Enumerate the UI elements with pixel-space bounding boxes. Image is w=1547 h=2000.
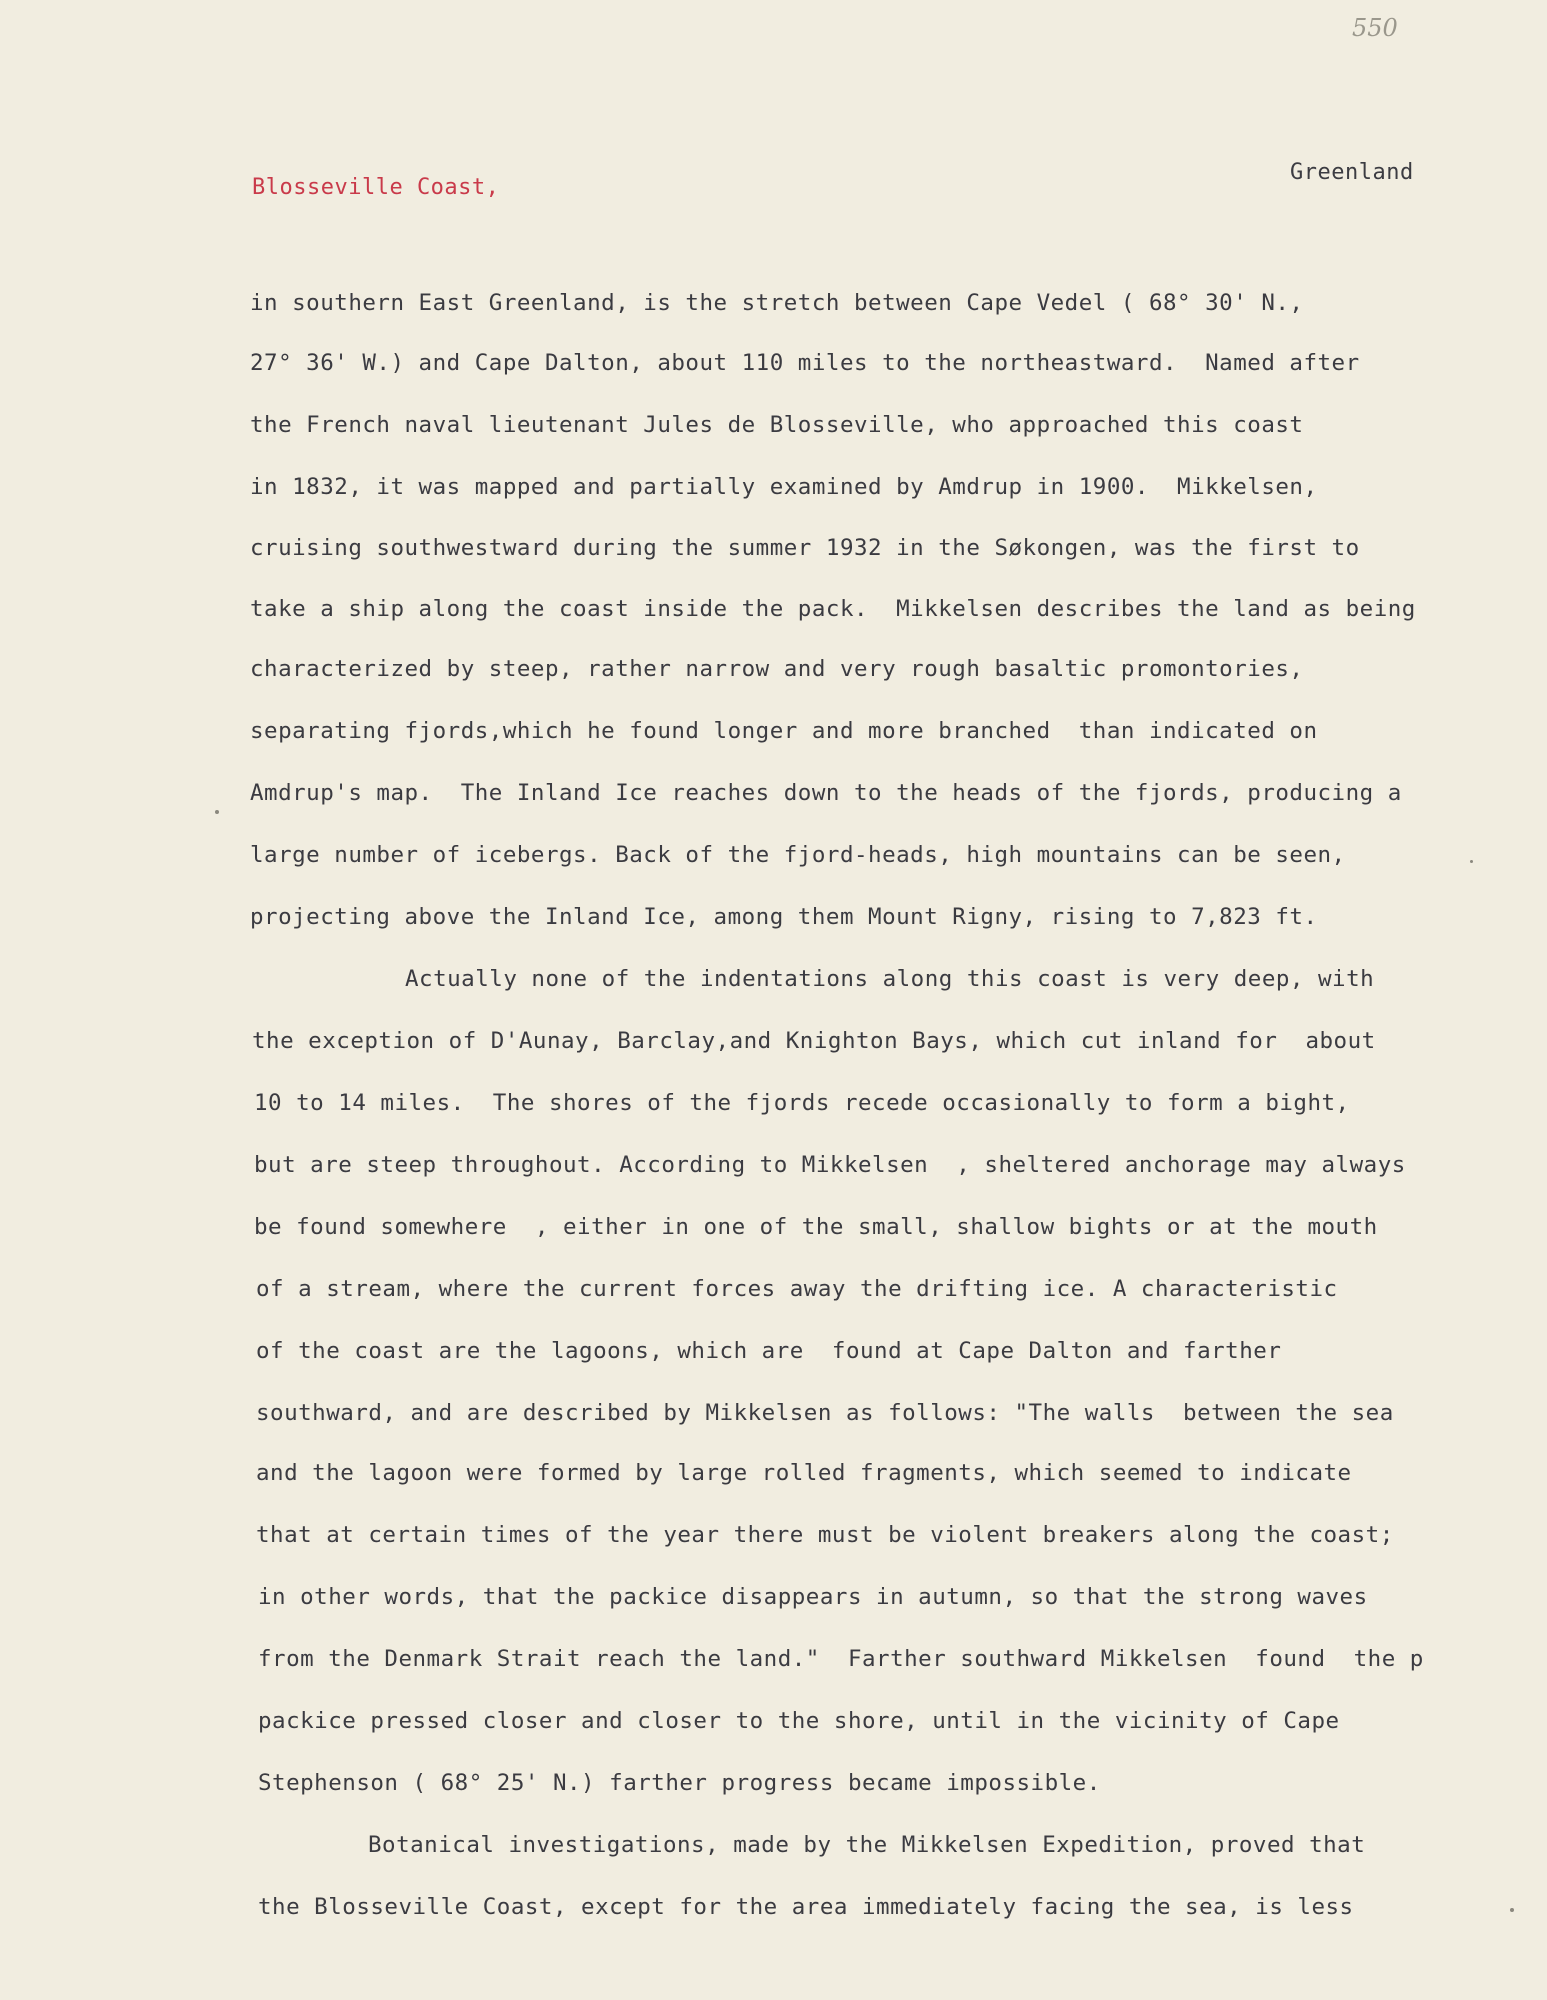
- text-line: but are steep throughout. According to Mikkelsen , sheltered anchorage may always: [254, 1152, 1406, 1178]
- text-line: Stephenson ( 68° 25' N.) farther progress became impossible.: [258, 1770, 1101, 1796]
- text-line: the Blosseville Coast, except for the area immediately facing the sea, is less: [258, 1894, 1354, 1920]
- text-line: cruising southwestward during the summer 1932 in the Søkongen, was the first to: [250, 535, 1360, 561]
- text-line: the French naval lieutenant Jules de Blosseville, who approached this coast: [250, 412, 1304, 438]
- text-line: southward, and are described by Mikkelsen as follows: "The walls between the sea: [256, 1400, 1394, 1426]
- text-line: Amdrup's map. The Inland Ice reaches down to the heads of the fjords, producing a: [250, 780, 1402, 806]
- text-line: 27° 36' W.) and Cape Dalton, about 110 miles to the northeastward. Named after: [250, 350, 1360, 376]
- text-line: of the coast are the lagoons, which are found at Cape Dalton and farther: [256, 1338, 1282, 1364]
- heading-title: Blosseville Coast,: [252, 175, 500, 200]
- text-line: packice pressed closer and closer to the shore, until in the vicinity of Cape: [258, 1708, 1340, 1734]
- text-line: characterized by steep, rather narrow and very rough basaltic promontories,: [250, 656, 1304, 682]
- ink-speck: [215, 810, 219, 814]
- text-line: take a ship along the coast inside the pack. Mikkelsen describes the land as being: [250, 596, 1416, 622]
- text-line: Actually none of the indentations along this coast is very deep, with: [405, 966, 1375, 992]
- text-line: projecting above the Inland Ice, among them Mount Rigny, rising to 7,823 ft.: [250, 904, 1318, 930]
- text-line: that at certain times of the year there must be violent breakers along the coast;: [256, 1522, 1394, 1548]
- page-number: 550: [1352, 14, 1398, 42]
- text-line: and the lagoon were formed by large rolled fragments, which seemed to indicate: [256, 1460, 1352, 1486]
- text-line: in southern East Greenland, is the stretch between Cape Vedel ( 68° 30' N.,: [250, 290, 1304, 316]
- text-line: from the Denmark Strait reach the land." Farther southward Mikkelsen found the p: [258, 1646, 1424, 1672]
- ink-speck: [1510, 1908, 1514, 1912]
- text-line: in other words, that the packice disappears in autumn, so that the strong waves: [258, 1584, 1368, 1610]
- text-line: large number of icebergs. Back of the fjord-heads, high mountains can be seen,: [250, 842, 1346, 868]
- heading-region: Greenland: [1290, 160, 1414, 185]
- text-line: in 1832, it was mapped and partially examined by Amdrup in 1900. Mikkelsen,: [250, 474, 1318, 500]
- text-line: separating fjords,which he found longer and more branched than indicated on: [250, 718, 1318, 744]
- ink-speck: [1470, 860, 1473, 863]
- text-line: be found somewhere , either in one of the small, shallow bights or at the mouth: [254, 1214, 1378, 1240]
- text-line: 10 to 14 miles. The shores of the fjords recede occasionally to form a bight,: [254, 1090, 1350, 1116]
- text-line: of a stream, where the current forces away the drifting ice. A characteristic: [256, 1276, 1338, 1302]
- text-line: Botanical investigations, made by the Mikkelsen Expedition, proved that: [368, 1832, 1366, 1858]
- text-line: the exception of D'Aunay, Barclay,and Knighton Bays, which cut inland for about: [252, 1028, 1376, 1054]
